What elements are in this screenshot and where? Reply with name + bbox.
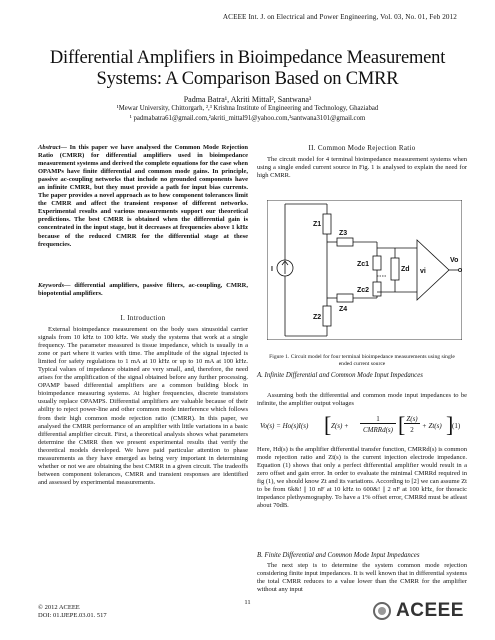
abstract — [38, 144, 248, 249]
author-emails: ¹ padmabatra61@gmail.com,²akriti_mittal91@yahoo.com,³santwana3101@gmail.com — [129, 115, 366, 122]
introduction-text: External bioimpedance measurement on the body uses sinusoidal carrier signals from 10 kHz to 100 kHz. We study the systems that work at a single frequency. The parameter measured is tissue impedance, which is usually in a zone or part where it varies with time. The amplitude of the signal injected is limited for safety regulations to 1 mA at 10 kHz or up to 10 mA at 100 kHz. Typical values of impedance obtained are very small, and, therefore, the need arises for the amplification of the signal obtained before any further processing. OPAMP based differential amplifiers are a common building block in bioimpedance measuring systems. At higher frequencies, discrete transistors usually replace OPAMPS. Differential amplifiers are valuable because of their ability to reject power-line and other common mode interference which follows from their high common mode rejection ratio (CMRR). In this paper, we analysed the CMRR performance of an amplifier with little variations in a basic differential amplifier circuit. First, a theoretical analysis shows what parameters determine the CMRR then we present experimental results that verify the theoretical models developed. We have paid particular attention to phase measurements as they have emerged as being very important in determining whether or not we are obtaining the best CMRR in a given circuit. The tradeoffs between component tolerances, CMRR and transient responses are identified and assessed by experimental measurements. — [38, 326, 248, 486]
subsection-a-heading: A. Infinite Differential and Common Mode Input Impedances — [257, 372, 423, 379]
eq-bracket-close: ] — [446, 412, 454, 437]
abstract-text: — In this paper we have analysed the Common Mode Rejection Ratio (CMRR) for differential amplifiers used in bioimpedance measurement systems and derived the complete equations for the case when OPAMPs have finite differential and common mode gains. In principle, passive ac-coupling networks that include no grounded components have an infinite CMRR, but they must provide a path for input bias currents. The paper provides a novel approach as to how component tolerances limit the CMRR and affect the transient response of different networks. Experimental results and various measurements support our theoretical predictions. The best CMRR is obtained when the differential gain is concentrated in the input stage, but it decreases at frequencies above 1 kHz because of the reduced CMRR for the differential stage at these frequencies. — [38, 144, 248, 248]
eq-bracket-open: [ — [324, 412, 332, 437]
keywords-label: Keywords — [38, 282, 64, 289]
label-vi: vi — [420, 268, 426, 275]
subsection-b-text: The next step is to determine the system common mode rejection considering finite input impedances. It is well known that in differential systems the total CMRR reduces to a value lower than the CMRR for the amplifier without any input — [257, 562, 467, 594]
eq-inner-num: Z(s) — [404, 415, 420, 424]
equation-1 — [260, 414, 465, 440]
figure-caption: Figure 1. Circuit model for four terminal bioimpedance measurements using single ended current source — [269, 354, 455, 367]
label-z4: Z4 — [339, 306, 348, 313]
keywords — [38, 282, 248, 298]
label-z3: Z3 — [339, 230, 348, 237]
footer-left — [38, 604, 107, 620]
circuit-diagram — [267, 200, 462, 340]
doi: DOI: 01.IJEPE.03.01. 517 — [38, 612, 107, 619]
eq-inner-den: 2 — [410, 426, 414, 434]
paper-title — [40, 48, 455, 90]
copyright: © 2012 ACEEE — [38, 604, 80, 611]
eq-frac-den: CMRRd(s) — [363, 426, 393, 434]
label-vo: Vo — [450, 257, 459, 264]
eq-lhs: Vo(s) = Ho(s)I(s) — [260, 422, 309, 430]
eq-tail: + Zt(s) — [422, 422, 442, 430]
title-line-1: Differential Amplifiers in Bioimpedance Measurement — [49, 48, 446, 68]
label-zd: Zd — [401, 266, 410, 273]
logo-mark-icon — [372, 601, 392, 621]
logo-text: ACEEE — [396, 600, 464, 621]
subsection-a-text-1: Assuming both the differential and common mode input impedances to be infinite, the amplifier output voltages — [257, 392, 467, 408]
title-line-2: Systems: A Comparison Based on CMRR — [96, 69, 399, 89]
eq-term1: Z(s) + — [331, 422, 349, 430]
publisher-logo — [372, 600, 464, 622]
label-zc1: Zc1 — [357, 261, 370, 268]
page-number: 11 — [244, 599, 251, 606]
introduction-heading: I. Introduction — [120, 314, 166, 322]
abstract-label: Abstract — [38, 144, 61, 151]
label-z1: Z1 — [313, 221, 322, 228]
section-2-heading: II. Common Mode Rejection Ratio — [308, 144, 416, 152]
subsection-a-text-2: Here, Hd(s) is the amplifier differential transfer function, CMRRd(s) is common mode rejection ratio and Zt(s) is the current injection electrode impedance. Equation (1) shows that only a perfect differential amplifier would result in a zero offset and gain error. In order to evaluate the minimal CMRRd required in fig (1), we should know Zt and its variations. According to [2] we can assume Zt to be from 6k&! || 10 nF at 10 kHz to 600&! || 2 nF at 100 kHz, for thoracic impedance plethysmography. To have a 1% offset error, CMRRd must be atleast about 70dB. — [257, 446, 467, 510]
eq-frac-num: 1 — [360, 415, 396, 424]
authors: Padma Batra¹, Akriti Mittal², Santwana³ — [183, 95, 312, 104]
keywords-text: — differential amplifiers, passive filters, ac-coupling, CMRR, biopotential amplifiers. — [38, 282, 248, 298]
journal-header: ACEEE Int. J. on Electrical and Power Engineering, Vol. 03, No. 01, Feb 2012 — [222, 13, 457, 21]
section-2-text: The circuit model for 4 terminal bioimpedance measurement systems when using a single ended current source in Fig. 1 is analysed to explain the need for high CMRR. — [257, 156, 467, 180]
eq-number: (1) — [452, 422, 461, 430]
label-z2: Z2 — [313, 314, 322, 321]
label-zc2: Zc2 — [357, 287, 370, 294]
eq-brace-open: [ — [398, 412, 406, 437]
affiliation: ¹Mewar University, Chittorgarh, ²,³ Krishna Institute of Engineering and Technology, Ghaziabad — [116, 105, 379, 112]
subsection-b-heading: B. Finite Differential and Common Mode Input Impedances — [257, 552, 420, 559]
label-source: I — [271, 266, 273, 273]
